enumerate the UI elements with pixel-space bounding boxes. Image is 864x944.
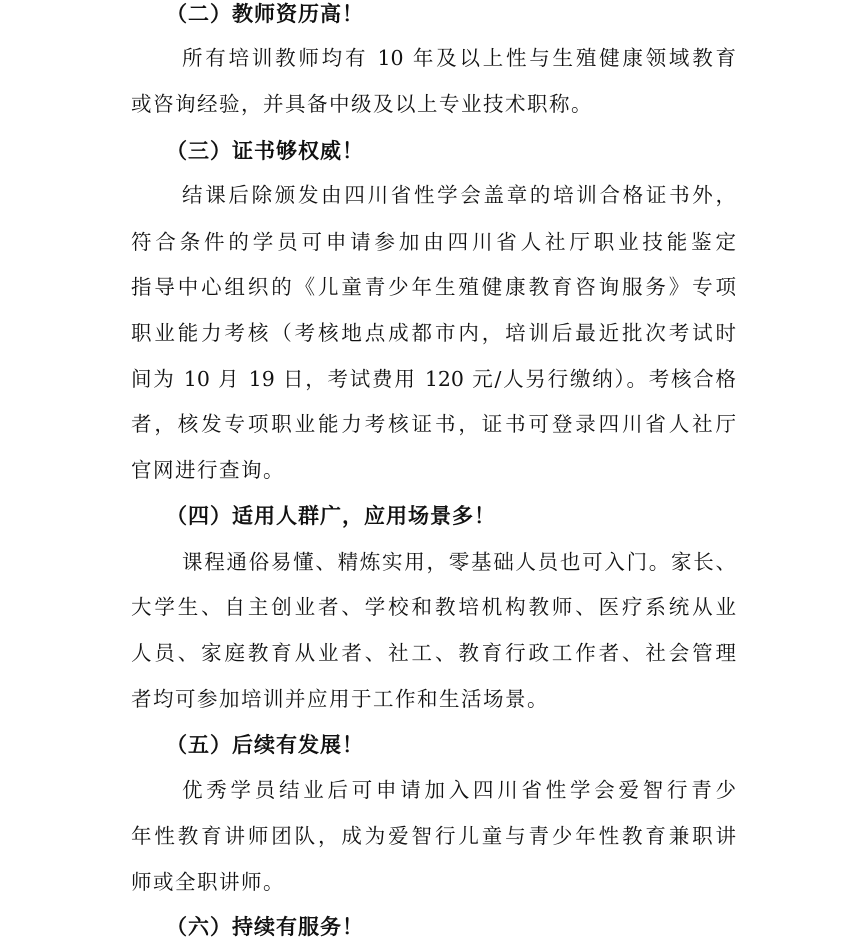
- paragraph-line: 年性教育讲师团队，成为爱智行儿童与青少年性教育兼职讲: [131, 824, 736, 848]
- section-heading: （三）证书够权威！: [166, 138, 364, 163]
- paragraph-line: 指导中心组织的《儿童青少年生殖健康教育咨询服务》专项: [131, 275, 736, 299]
- paragraph-line: 课程通俗易懂、精炼实用，零基础人员也可入门。家长、: [182, 550, 736, 574]
- paragraph-line: 符合条件的学员可申请参加由四川省人社厅职业技能鉴定: [131, 230, 736, 254]
- paragraph-line: 结课后除颁发由四川省性学会盖章的培训合格证书外，: [182, 183, 736, 207]
- section-heading: （五）后续有发展！: [166, 732, 364, 757]
- paragraph-line: 职业能力考核（考核地点成都市内，培训后最近批次考试时: [131, 321, 736, 345]
- section-heading: （六）持续有服务！: [166, 914, 364, 939]
- paragraph-line: 师或全职讲师。: [131, 870, 285, 894]
- paragraph-line: 或咨询经验，并具备中级及以上专业技术职称。: [131, 92, 593, 116]
- paragraph-line: 所有培训教师均有 10 年及以上性与生殖健康领域教育: [182, 46, 736, 70]
- paragraph-line: 优秀学员结业后可申请加入四川省性学会爱智行青少: [182, 778, 736, 802]
- section-heading: （四）适用人群广，应用场景多！: [166, 503, 496, 528]
- paragraph-line: 大学生、自主创业者、学校和教培机构教师、医疗系统从业: [131, 595, 736, 619]
- paragraph-line: 官网进行查询。: [131, 458, 285, 482]
- paragraph-line: 者，核发专项职业能力考核证书，证书可登录四川省人社厅: [131, 412, 736, 436]
- paragraph-line: 人员、家庭教育从业者、社工、教育行政工作者、社会管理: [131, 641, 736, 665]
- section-heading: （二）教师资历高！: [166, 1, 364, 26]
- paragraph-line: 间为 10 月 19 日，考试费用 120 元/人另行缴纳）。考核合格: [131, 367, 736, 391]
- paragraph-line: 者均可参加培训并应用于工作和生活场景。: [131, 687, 549, 711]
